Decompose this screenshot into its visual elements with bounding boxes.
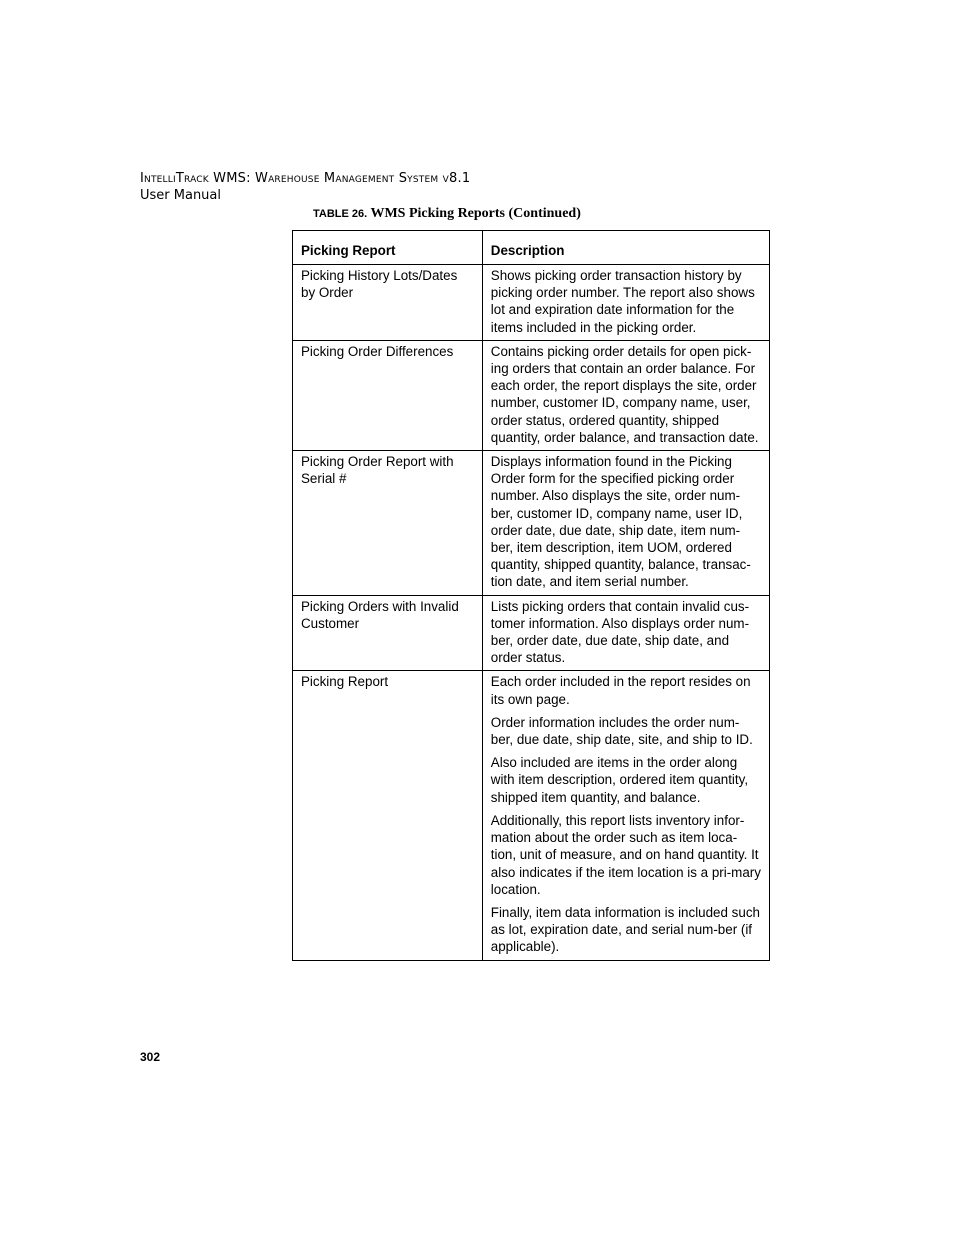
description-paragraph: Order information includes the order num-ber, due date, ship date, site, and ship to ID.	[490, 714, 753, 748]
report-description-cell	[482, 595, 769, 671]
column-header-picking-report: Picking Report	[293, 231, 483, 265]
description-paragraph: Shows picking order transaction history by picking order number. The report also shows lot and expiration date information for the items included in the picking order.	[490, 268, 755, 335]
table-row	[293, 340, 770, 450]
table-header-row	[293, 231, 770, 265]
report-name-cell: Picking Order Differences	[293, 340, 483, 450]
report-description-cell	[482, 340, 769, 450]
report-name-cell: Picking Order Report with Serial #	[293, 451, 483, 596]
document-subtitle: User Manual	[140, 188, 222, 203]
report-description-cell	[482, 451, 769, 596]
description-paragraph: Contains picking order details for open pick-ing orders that contain an order balance. For each order, the report displays the site, order number, customer ID, company name, user, order status, ordered quantity, shipped quantity, order balance, and transaction date.	[490, 343, 759, 445]
description-paragraph: Displays information found in the Picking Order form for the specified picking order number. Also displays the site, order num-ber, customer ID, company name, user ID, order date, due date, ship date, item num-ber, item description, item UOM, ordered quantity, shipped quantity, balance, transac-tion date, and item serial number.	[490, 454, 751, 590]
report-description-cell	[482, 671, 769, 960]
table-caption	[313, 206, 581, 222]
picking-reports-table	[292, 230, 770, 961]
report-description-cell	[482, 265, 769, 341]
report-name-cell: Picking Report	[293, 671, 483, 960]
report-name-cell: Picking Orders with Invalid Customer	[293, 595, 483, 671]
table-caption-title: WMS Picking Reports (Continued)	[370, 206, 581, 221]
table-row	[293, 265, 770, 341]
table-row	[293, 595, 770, 671]
description-paragraph: Lists picking orders that contain invalid cus-tomer information. Also displays order num-ber, order date, due date, ship date, and order status.	[490, 598, 750, 666]
description-paragraph: Each order included in the report resides on its own page.	[490, 674, 751, 707]
running-header	[140, 170, 470, 204]
description-paragraph: Also included are items in the order along with item description, ordered item quantity, shipped item quantity, and balance.	[490, 755, 749, 805]
description-paragraph: Finally, item data information is included such as lot, expiration date, and serial num-ber (if applicable).	[490, 904, 760, 955]
table-row	[293, 451, 770, 596]
table-row	[293, 671, 770, 960]
column-header-description: Description	[482, 231, 769, 265]
page-number: 302	[140, 1050, 161, 1064]
description-paragraph: Additionally, this report lists inventory infor-mation about the order such as item loca-tion, unit of measure, and on hand quantity. It also indicates if the item location is a pri-mary location.	[490, 812, 761, 897]
document-title: IntelliTrack WMS: Warehouse Management System v8.1	[140, 171, 471, 186]
table-caption-label: TABLE 26.	[313, 208, 368, 220]
report-name-cell: Picking History Lots/Dates by Order	[293, 265, 483, 341]
